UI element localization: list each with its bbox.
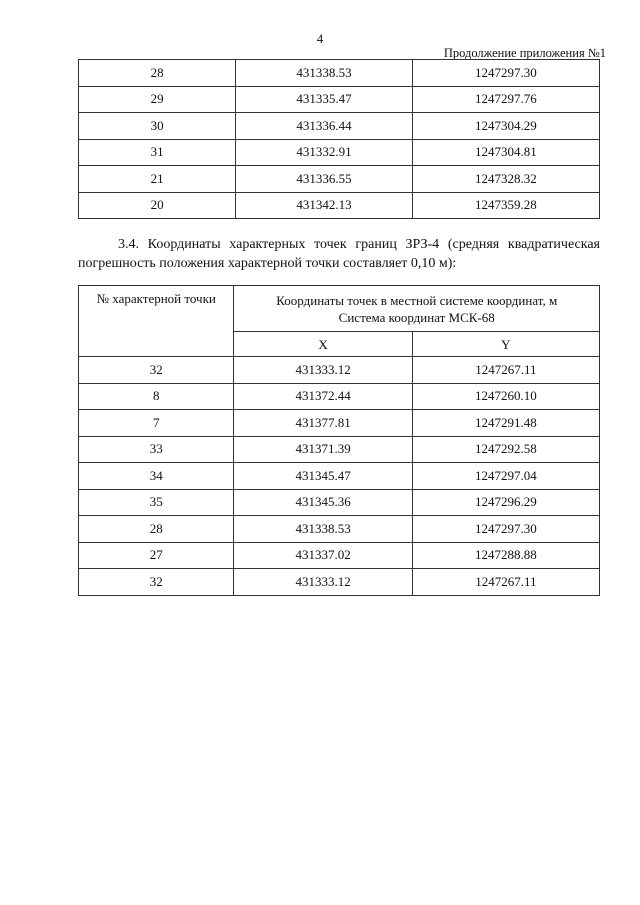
- x-coordinate-cell: 431377.81: [234, 410, 412, 437]
- coordinates-table-continued: [78, 59, 600, 219]
- header-coordinates-line1: Координаты точек в местной системе координат, м: [276, 292, 558, 308]
- point-number-cell: 28: [79, 60, 236, 87]
- header-coordinates: [234, 286, 600, 332]
- x-coordinate-cell: 431342.13: [236, 192, 412, 219]
- table-row: [79, 489, 600, 516]
- table-row: [79, 86, 600, 113]
- header-y: Y: [412, 332, 599, 357]
- point-number-cell: 20: [79, 192, 236, 219]
- table-row: [79, 60, 600, 87]
- header-x: X: [234, 332, 412, 357]
- x-coordinate-cell: 431333.12: [234, 357, 412, 384]
- point-number-cell: 33: [79, 436, 234, 463]
- header-coordinates-line2: Система координат МСК-68: [338, 309, 495, 325]
- point-number-cell: 29: [79, 86, 236, 113]
- y-coordinate-cell: 1247328.32: [412, 166, 599, 193]
- x-coordinate-cell: 431337.02: [234, 542, 412, 569]
- table-row: [79, 357, 600, 384]
- point-number-cell: 30: [79, 113, 236, 140]
- y-coordinate-cell: 1247297.04: [412, 463, 599, 490]
- x-coordinate-cell: 431345.36: [234, 489, 412, 516]
- continuation-label: Продолжение приложения №1: [443, 46, 606, 60]
- point-number-cell: 28: [79, 516, 234, 543]
- table-row: [79, 139, 600, 166]
- table-row: [79, 410, 600, 437]
- table-row: [79, 192, 600, 219]
- page-number: 4: [316, 31, 324, 46]
- y-coordinate-cell: 1247296.29: [412, 489, 599, 516]
- y-coordinate-cell: 1247260.10: [412, 383, 599, 410]
- point-number-cell: 21: [79, 166, 236, 193]
- y-coordinate-cell: 1247359.28: [412, 192, 599, 219]
- table-row: [79, 463, 600, 490]
- table-row: [79, 383, 600, 410]
- table-row: [79, 516, 600, 543]
- point-number-cell: 32: [79, 569, 234, 596]
- table-row: [79, 569, 600, 596]
- y-coordinate-cell: 1247304.81: [412, 139, 599, 166]
- x-coordinate-cell: 431372.44: [234, 383, 412, 410]
- table-row: [79, 113, 600, 140]
- point-number-cell: 31: [79, 139, 236, 166]
- coordinates-table-zrz4: [78, 285, 600, 596]
- x-coordinate-cell: 431338.53: [234, 516, 412, 543]
- x-coordinate-cell: 431336.44: [236, 113, 412, 140]
- table-row: [79, 542, 600, 569]
- y-coordinate-cell: 1247267.11: [412, 357, 599, 384]
- y-coordinate-cell: 1247267.11: [412, 569, 599, 596]
- y-coordinate-cell: 1247304.29: [412, 113, 599, 140]
- y-coordinate-cell: 1247288.88: [412, 542, 599, 569]
- table-row: [79, 166, 600, 193]
- point-number-cell: 32: [79, 357, 234, 384]
- x-coordinate-cell: 431336.55: [236, 166, 412, 193]
- x-coordinate-cell: 431335.47: [236, 86, 412, 113]
- y-coordinate-cell: 1247297.76: [412, 86, 599, 113]
- header-point-number: № характерной точки: [79, 286, 234, 357]
- x-coordinate-cell: 431338.53: [236, 60, 412, 87]
- section-text: 3.4. Координаты характерных точек границ ЗРЗ-4 (средняя квадратическая погрешность положения характерной точки составляет 0,10 м):: [78, 237, 600, 271]
- point-number-cell: 35: [79, 489, 234, 516]
- point-number-cell: 7: [79, 410, 234, 437]
- x-coordinate-cell: 431333.12: [234, 569, 412, 596]
- point-number-cell: 27: [79, 542, 234, 569]
- x-coordinate-cell: 431332.91: [236, 139, 412, 166]
- point-number-cell: 8: [79, 383, 234, 410]
- y-coordinate-cell: 1247297.30: [412, 516, 599, 543]
- section-paragraph: [78, 235, 600, 273]
- y-coordinate-cell: 1247297.30: [412, 60, 599, 87]
- x-coordinate-cell: 431345.47: [234, 463, 412, 490]
- x-coordinate-cell: 431371.39: [234, 436, 412, 463]
- table-row: [79, 436, 600, 463]
- y-coordinate-cell: 1247292.58: [412, 436, 599, 463]
- y-coordinate-cell: 1247291.48: [412, 410, 599, 437]
- point-number-cell: 34: [79, 463, 234, 490]
